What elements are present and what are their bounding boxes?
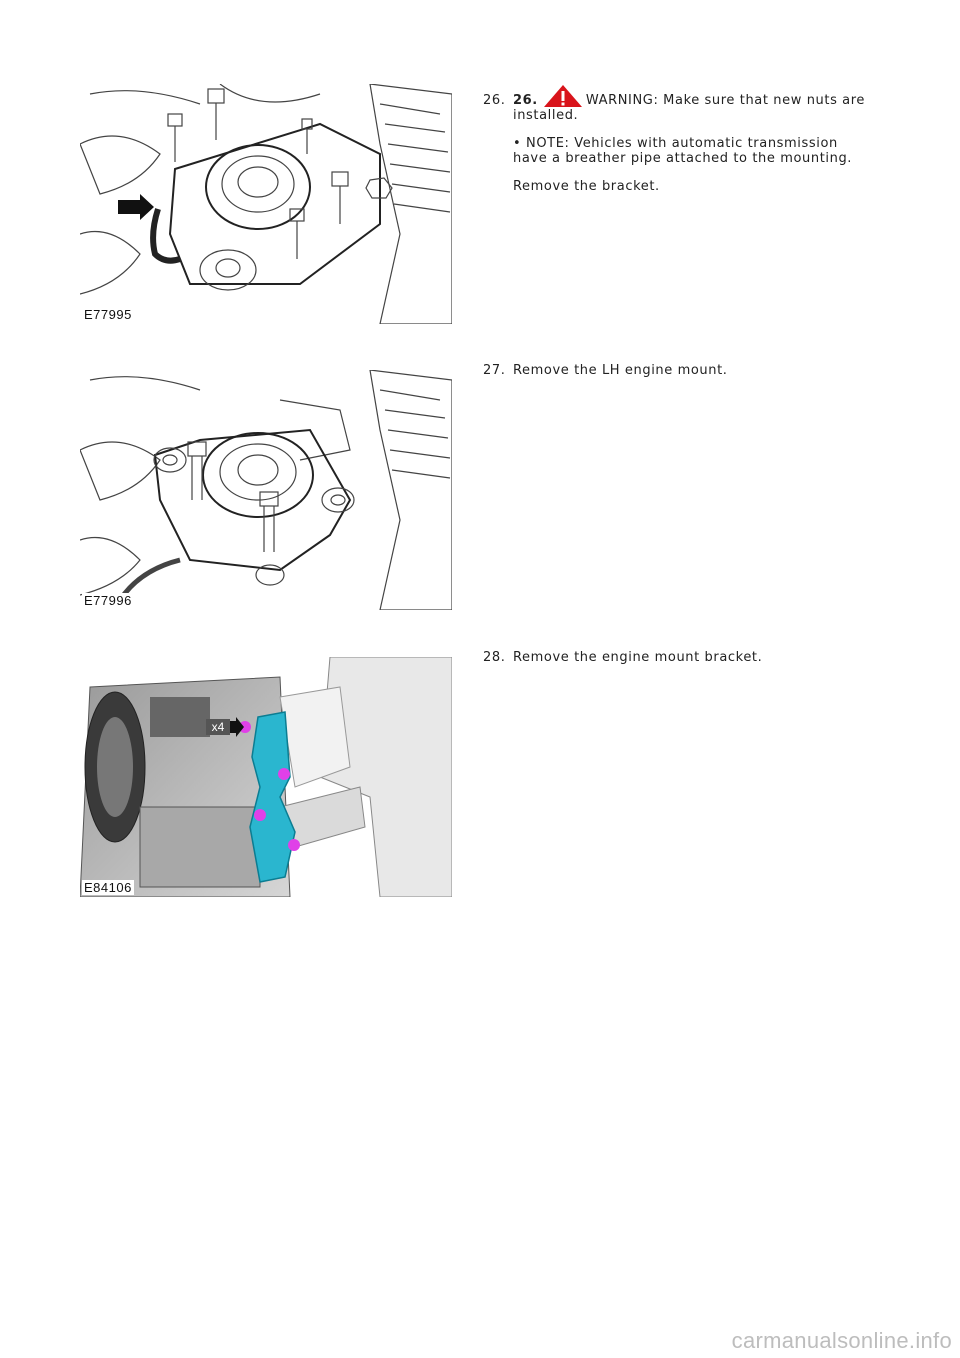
step-text <box>513 363 873 391</box>
figure-e77996 <box>80 370 452 610</box>
engine-mount-illustration <box>80 370 452 610</box>
figure-label: E77995 <box>84 307 132 322</box>
arrow-icon <box>118 194 154 220</box>
instruction-text: Remove the LH engine mount. <box>513 363 728 378</box>
engine-bracket-illustration <box>80 84 452 324</box>
step-number: 27. <box>483 363 506 378</box>
figure-e84106 <box>80 657 452 897</box>
step-number: 28. <box>483 650 506 665</box>
step-text <box>513 650 873 678</box>
watermark-footer: carmanualsonline.info <box>731 1328 952 1353</box>
warning-triangle-icon <box>543 84 583 108</box>
warning-text: WARNING: Make sure that new nuts are installed. <box>513 93 865 123</box>
step-heading-number: 26. <box>513 93 538 108</box>
figure-label: E84106 <box>84 880 132 895</box>
instruction-text: Remove the engine mount bracket. <box>513 650 763 665</box>
step-number: 26. <box>483 93 506 108</box>
instruction-text: Remove the bracket. <box>513 179 660 194</box>
callout-label: x4 <box>211 720 225 734</box>
step-text <box>513 84 873 207</box>
note-text: • NOTE: Vehicles with automatic transmission have a breather pipe attached to the mounting. <box>513 136 853 166</box>
engine-mount-bracket-illustration <box>80 657 452 897</box>
figure-e77995 <box>80 84 452 324</box>
figure-label: E77996 <box>84 593 132 608</box>
